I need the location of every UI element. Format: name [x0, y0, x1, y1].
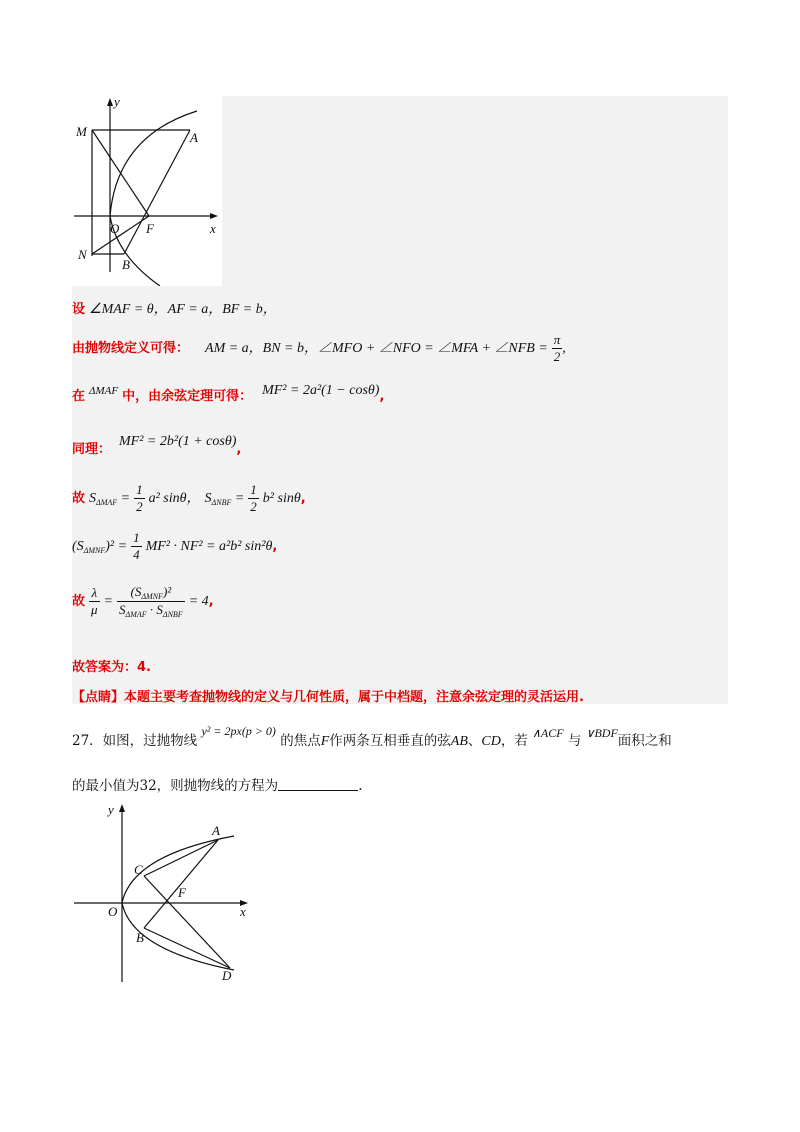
s-maf-sub: ΔMAF: [96, 498, 118, 508]
solution-line-5: 故 $S_{\Delta MAF}$ = $\frac{1}{2}$ a² sinθ， $S_{\Delta NBF}$ = $\frac{1}{2}$ b² sinθ,: [72, 482, 306, 514]
problem-27-line-2: [72, 774, 362, 794]
eq-2: =: [234, 491, 245, 507]
solution-line-6: $(S_{\Delta MNF})^2$ = $\frac{1}{4}$ MF² · NF² = a²b² sin²θ,: [72, 530, 278, 562]
answer-blank[interactable]: [278, 778, 358, 791]
fig1-label-f: F: [146, 221, 154, 236]
fig2-label-a: A: [212, 823, 220, 838]
math-4: MF² = 2b²(1 + cosθ): [119, 434, 237, 449]
fig2-label-f: F: [178, 885, 186, 900]
fig2-label-y: y: [108, 802, 114, 817]
math-5b: b² sinθ: [262, 491, 301, 507]
ratio-num-sub: ΔMNF: [141, 592, 163, 601]
s-nbf-sub: ΔNBF: [211, 498, 232, 508]
fig2-label-x: x: [240, 904, 246, 919]
fig2-label-b: B: [136, 930, 144, 945]
solution-line-7: 故 $\frac{\lambda}{\mu}$ = $\frac{(S_{\Delta MNF})^2}{S_{\Delta MAF} \cdot S_{\Delta NBF}}$ = 4,: [72, 584, 214, 619]
math-1: ∠MAF = θ，AF = a，BF = b，: [89, 302, 277, 317]
fig2-label-o: O: [108, 904, 118, 919]
frac-den: 2: [553, 349, 561, 364]
math-tri-maf: ΔMAF: [89, 385, 119, 397]
quarter-den: 4: [133, 547, 140, 562]
fig1-label-m: M: [76, 124, 87, 139]
frac-lambda-mu: [89, 585, 100, 618]
math-6: MF² · NF² = a²b² sin²θ: [145, 539, 273, 555]
ratio-den-mid: · S: [146, 602, 163, 617]
problem-cd: CD: [481, 734, 501, 749]
solution-line-2: 由抛物线定义可得： AM = a，BN = b，∠MFO + ∠NFO = ∠MFA + ∠NFB = $\frac{\pi}{2}$ ,: [72, 332, 566, 364]
fig2-label-c: C: [134, 862, 143, 877]
quarter-num: 1: [133, 530, 140, 545]
fig1-label-n: N: [78, 247, 87, 262]
fig1-label-a: A: [190, 130, 198, 145]
mu: μ: [91, 602, 98, 617]
problem-tri-bdf: ∨BDF: [585, 726, 618, 740]
label-she: 设: [72, 302, 86, 317]
problem-ab: AB: [450, 734, 468, 749]
half-num-2: 1: [250, 482, 257, 497]
label-cosine-law: 中，由余弦定理可得：: [122, 389, 253, 404]
label-zai: 在: [72, 389, 86, 404]
frac-area-ratio: [117, 584, 185, 619]
half-num-1: 1: [136, 482, 143, 497]
problem-text-3: ，若: [500, 733, 528, 749]
fig1-label-b: B: [122, 257, 130, 272]
fig1-label-x: x: [210, 221, 216, 236]
fig1-label-y: y: [114, 96, 120, 109]
solution-line-3: 在 $^{\Delta MAF}$ 中，由余弦定理可得： MF² = 2a²(1 − cosθ),: [72, 383, 385, 404]
ratio-den-a: S: [119, 602, 126, 617]
solution-line-4: $_{同理:}$ $MF^2 = 2b^2(1 + \cos\theta)_,$: [72, 434, 242, 457]
label-gu-2: 故: [72, 594, 86, 610]
parabola-figure-2: [72, 800, 262, 985]
comment-line: 【点睛】本题主要考查抛物线的定义与几何性质，属于中档题，注意余弦定理的灵活运用.: [72, 690, 584, 705]
label-gu-1: 故: [72, 491, 86, 507]
ratio-den-sub1: ΔMAF: [125, 610, 147, 619]
fig1-label-o: O: [110, 221, 120, 236]
problem-f: F: [320, 734, 330, 749]
problem-with: 与: [567, 733, 582, 749]
ratio-num-a: (S: [130, 584, 142, 599]
frac-half-1: [134, 482, 145, 515]
problem-text-2: 作两条互相垂直的弦: [329, 733, 451, 749]
solution-line-1: [72, 298, 277, 318]
l6-sub: ΔMNF: [83, 546, 106, 556]
problem-sep: 、: [467, 733, 482, 749]
problem-number: 27．如图，过抛物线: [72, 733, 198, 749]
frac-num: π: [553, 332, 561, 347]
lambda: λ: [89, 585, 100, 602]
half-den-1: 2: [136, 499, 143, 514]
label-definition: 由抛物线定义可得：: [72, 341, 190, 357]
s-maf: S: [89, 491, 97, 507]
answer-line: 故答案为：4.: [72, 660, 151, 675]
l6-lhs: (S: [72, 539, 84, 555]
problem-end: .: [358, 778, 363, 794]
frac-pi-2: [552, 332, 563, 365]
problem-equation: y² = 2px(p > 0): [201, 724, 276, 738]
eq-1: =: [120, 491, 131, 507]
eq-7: =: [103, 594, 113, 610]
problem-tri-acf: ∧ACF: [532, 726, 564, 740]
l6-lhs2: )² =: [105, 539, 128, 555]
ratio-den-sub2: ΔNBF: [162, 610, 183, 619]
math-5a: a² sinθ，: [148, 491, 201, 507]
label-tongli: 同理：: [72, 442, 112, 457]
math-2: AM = a，BN = b，∠MFO + ∠NFO = ∠MFA + ∠NFB =: [205, 341, 548, 357]
math-3: MF² = 2a²(1 − cosθ): [262, 383, 380, 398]
frac-quarter: [131, 530, 142, 563]
frac-half-2: [248, 482, 259, 515]
ratio-num-b: )²: [162, 584, 172, 599]
problem-text-5: 的最小值为32，则抛物线的方程为: [72, 778, 279, 794]
problem-27-line-1: [72, 724, 672, 750]
problem-text-4: 面积之和: [617, 733, 672, 749]
parabola-figure-1: [72, 96, 222, 286]
result-4: = 4: [188, 594, 209, 610]
half-den-2: 2: [250, 499, 257, 514]
s-nbf: S: [204, 491, 212, 507]
problem-text-1: 的焦点: [280, 733, 321, 749]
fig2-label-d: D: [222, 968, 232, 983]
